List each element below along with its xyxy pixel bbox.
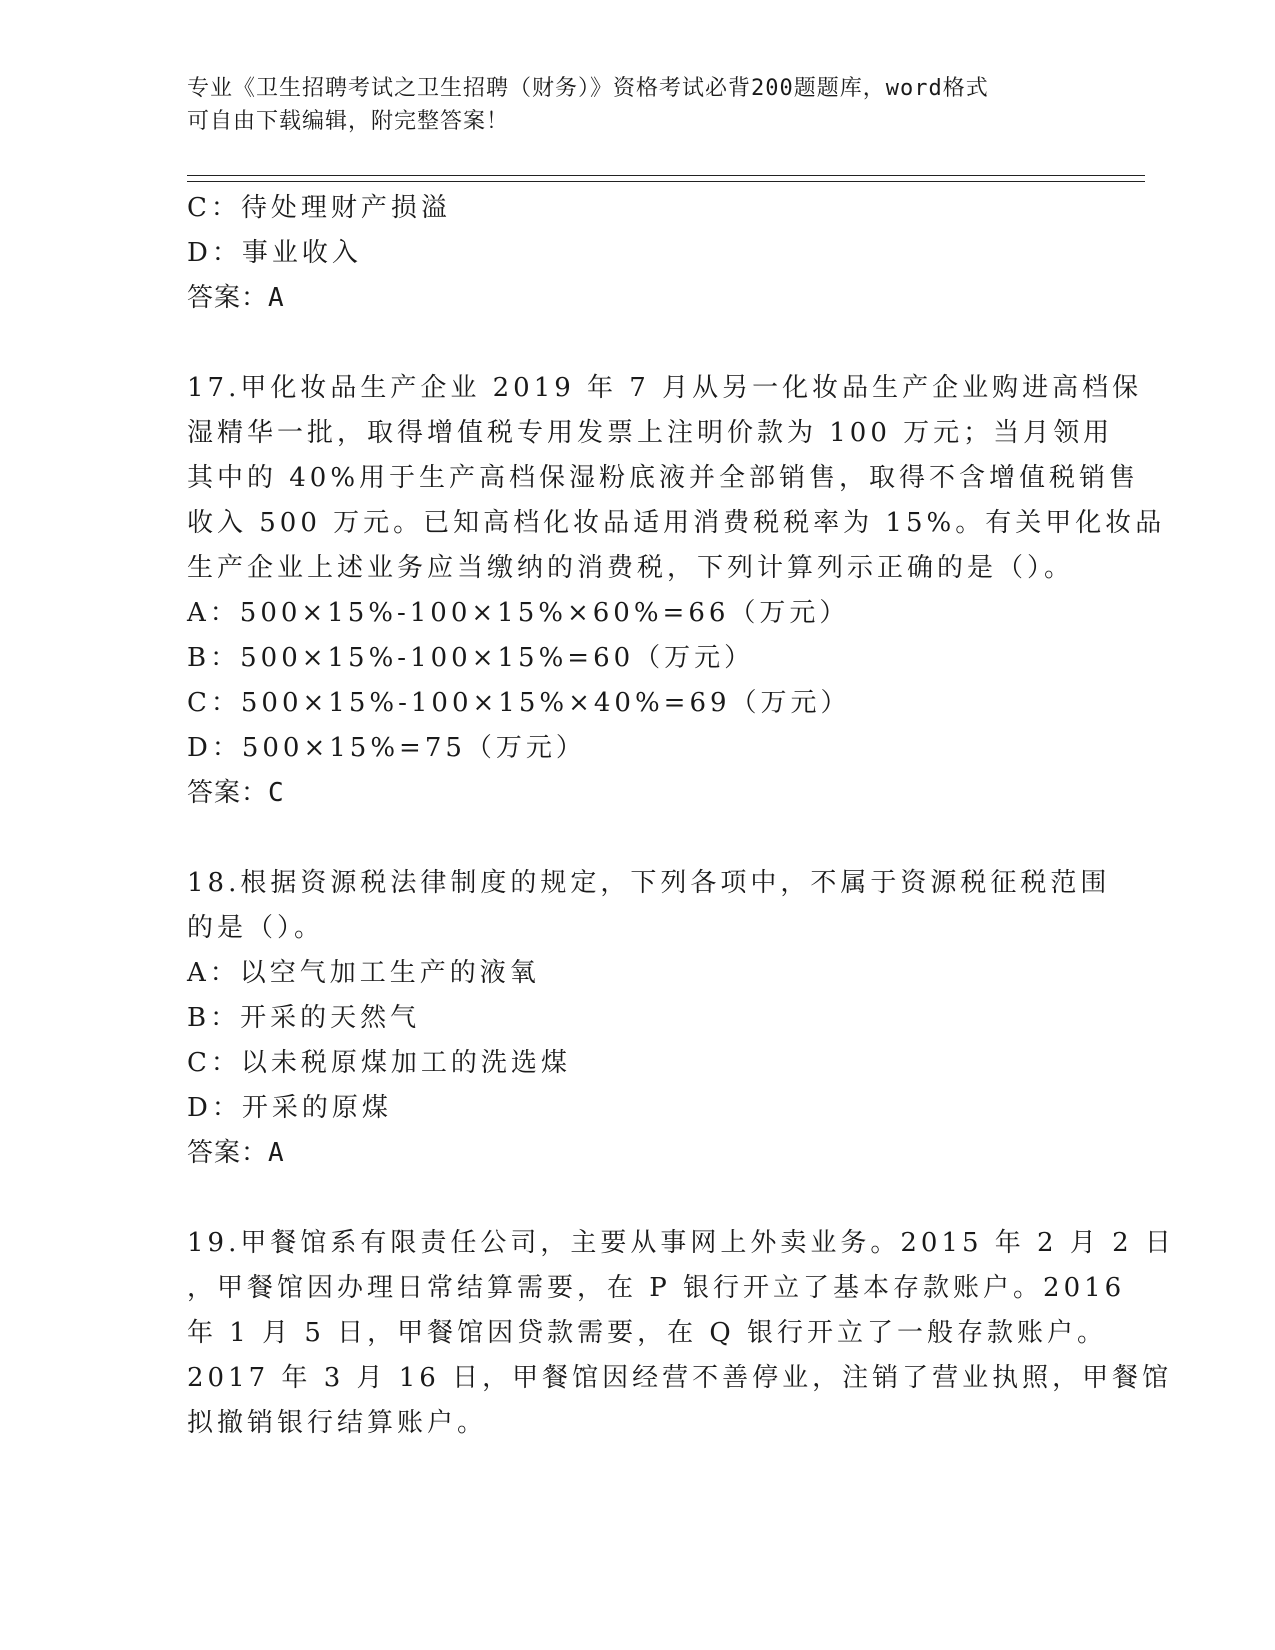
question-text-line: 收入 500 万元。已知高档化妆品适用消费税税率为 15%。有关甲化妆品 (187, 508, 1166, 538)
answer-line: 答案：A (187, 1138, 285, 1168)
question-19 (187, 1221, 1175, 1446)
question-16-tail (187, 186, 1087, 321)
question-text-line: 湿精华一批，取得增值税专用发票上注明价款为 100 万元；当月领用 (187, 418, 1114, 448)
option-b: B：500×15%-100×15%=60（万元） (187, 643, 755, 673)
question-text-line: 17.甲化妆品生产企业 2019 年 7 月从另一化妆品生产企业购进高档保 (187, 373, 1143, 403)
option-d: D：500×15%=75（万元） (187, 733, 586, 763)
answer-line: 答案：C (187, 778, 285, 808)
option-b: B：开采的天然气 (187, 1003, 421, 1033)
question-text-line: 2017 年 3 月 16 日，甲餐馆因经营不善停业，注销了营业执照，甲餐馆 (187, 1363, 1173, 1393)
question-text-line: 18.根据资源税法律制度的规定，下列各项中，不属于资源税征税范围 (187, 868, 1111, 898)
header-divider-bottom (187, 181, 1145, 182)
answer-line: 答案：A (187, 283, 285, 313)
question-text-line: 生产企业上述业务应当缴纳的消费税，下列计算列示正确的是（）。 (187, 553, 1075, 583)
blank-line (187, 1176, 1087, 1221)
question-text-line: 19.甲餐馆系有限责任公司，主要从事网上外卖业务。2015 年 2 月 2 日 (187, 1228, 1175, 1258)
header-title-line-1: 专业《卫生招聘考试之卫生招聘（财务）》资格考试必背200题题库，word格式 (187, 76, 989, 101)
option-d: D：事业收入 (187, 238, 362, 268)
option-a: A：以空气加工生产的液氧 (187, 958, 540, 988)
question-17 (187, 366, 1166, 816)
option-d: D：开采的原煤 (187, 1093, 392, 1123)
question-text-line: 年 1 月 5 日，甲餐馆因贷款需要，在 Q 银行开立了一般存款账户。 (187, 1318, 1107, 1348)
option-c: C：以未税原煤加工的洗选煤 (187, 1048, 571, 1078)
option-c: C：500×15%-100×15%×40%=69（万元） (187, 688, 851, 718)
header-title-line-2: 可自由下载编辑，附完整答案！ (187, 109, 510, 134)
document-body (187, 186, 1175, 1446)
option-a: A：500×15%-100×15%×60%=66（万元） (187, 598, 850, 628)
question-text-line: 其中的 40%用于生产高档保湿粉底液并全部销售，取得不含增值税销售 (187, 463, 1140, 493)
document-header (187, 72, 1087, 138)
question-text-line: 的是（）。 (187, 913, 325, 943)
blank-line (187, 321, 1087, 366)
blank-line (187, 816, 1087, 861)
question-text-line: ，甲餐馆因办理日常结算需要，在 P 银行开立了基本存款账户。2016 (187, 1273, 1126, 1303)
option-c: C：待处理财产损溢 (187, 193, 451, 223)
question-text-line: 拟撤销银行结算账户。 (187, 1408, 488, 1438)
question-18 (187, 861, 1111, 1176)
header-divider-top (187, 175, 1145, 176)
